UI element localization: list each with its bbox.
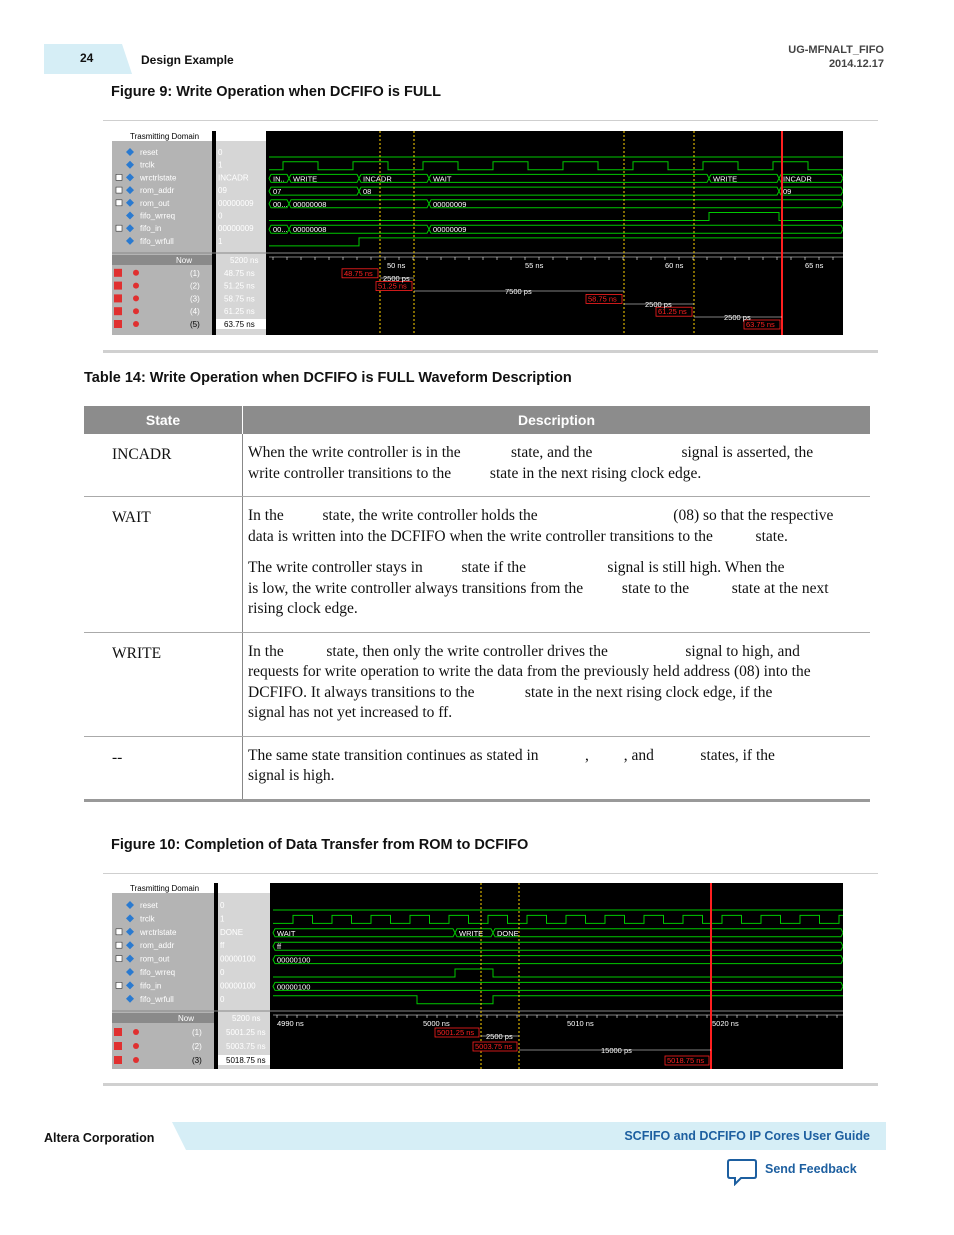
cursor-time: 48.75 ns <box>224 268 255 278</box>
bus-label: WAIT <box>277 928 296 938</box>
timeline-label: 60 ns <box>665 261 684 270</box>
cursor-id: (2) <box>192 1042 202 1051</box>
description-cell <box>243 736 871 800</box>
bus-label: 00... <box>273 199 288 209</box>
signal-value: ff <box>220 941 225 951</box>
cursor-time-tag: 63.75 ns <box>746 320 775 329</box>
table-header-row <box>84 406 870 434</box>
signal-name: trclk <box>140 914 155 924</box>
cursor-time-tag: 5018.75 ns <box>667 1056 705 1065</box>
signal-name: reset <box>140 148 158 157</box>
expand-icon <box>116 982 122 988</box>
expand-icon <box>116 225 122 231</box>
doc-date: 2014.12.17 <box>828 58 884 70</box>
cursor-icon <box>133 283 139 289</box>
bus-label: IN.. <box>273 174 285 184</box>
signal-name: rom_addr <box>140 186 175 196</box>
description-cell <box>243 497 871 633</box>
figure10-waveform <box>112 883 843 1069</box>
lock-icon <box>114 294 122 302</box>
cursor-now-label: Now <box>178 1014 195 1023</box>
bus-label: 00000008 <box>293 199 327 209</box>
bus-label: 00000009 <box>433 199 467 209</box>
cursor-time-tag: 5003.75 ns <box>475 1042 513 1051</box>
signal-name: fifo_wrfull <box>140 994 174 1004</box>
expand-icon <box>116 929 122 935</box>
figure10-waveform-svg <box>112 883 843 1069</box>
state-cell: WRITE <box>84 632 243 736</box>
signal-name: wrctrlstate <box>140 173 177 183</box>
expand-icon <box>116 956 122 962</box>
signal-name: fifo_wrreq <box>140 211 176 221</box>
table-row <box>84 497 870 633</box>
state-cell: WAIT <box>84 497 243 633</box>
doc-info <box>788 43 884 71</box>
signal-value: 00000100 <box>220 981 256 991</box>
lock-icon <box>114 1028 122 1036</box>
lock-icon <box>114 269 122 277</box>
lock-icon <box>114 320 122 328</box>
cursor-time: 5001.25 ns <box>226 1028 266 1037</box>
cursor-time: 5003.75 ns <box>226 1042 266 1051</box>
delta-label: 2500 ps <box>486 1032 513 1041</box>
cursor-time: 51.25 ns <box>224 281 255 291</box>
bus-segment <box>429 174 709 182</box>
clock-trace <box>273 915 843 923</box>
delta-label: 15000 ps <box>601 1046 632 1055</box>
timeline-label: 5000 ns <box>423 1019 450 1028</box>
lock-icon <box>114 1056 122 1064</box>
signal-name: reset <box>140 901 158 910</box>
footer-guide-title[interactable]: SCFIFO and DCFIFO IP Cores User Guide <box>624 1129 870 1143</box>
page-number: 24 <box>80 51 94 65</box>
signal-name: trclk <box>140 160 155 170</box>
bus-label: 00000100 <box>277 982 311 992</box>
signal-name: fifo_in <box>140 981 162 991</box>
expand-icon <box>116 942 122 948</box>
state-cell: -- <box>84 736 243 800</box>
section-title: Design Example <box>141 53 234 67</box>
cursor-time: 61.25 ns <box>224 307 255 317</box>
lock-icon <box>114 282 122 290</box>
fifo-wrfull-trace <box>269 238 843 246</box>
bus-label: WRITE <box>459 928 484 938</box>
bus-segment <box>359 187 779 195</box>
bus-label: 07 <box>273 187 282 197</box>
bus-segment <box>429 225 843 233</box>
expand-icon <box>116 200 122 206</box>
bus-label: DONE <box>497 928 519 938</box>
signal-value: 1 <box>218 236 223 246</box>
table14-caption: Table 14: Write Operation when DCFIFO is FULL Waveform Description <box>84 370 572 386</box>
signal-value: 1 <box>220 914 225 924</box>
signal-value: 0 <box>220 901 225 910</box>
signal-value: 0 <box>220 994 225 1004</box>
value-title-bar <box>216 131 266 141</box>
bus-label: 09 <box>783 187 792 197</box>
cursor-id: (3) <box>192 1056 202 1065</box>
signal-value: 1 <box>218 160 223 170</box>
cursor-time-tag: 51.25 ns <box>378 281 407 291</box>
cursor-now-value: 5200 ns <box>230 256 259 265</box>
signal-value: 0 <box>218 211 223 221</box>
cursor-time: 58.75 ns <box>224 294 255 304</box>
cursor-header-bar <box>112 1013 214 1023</box>
signal-name: fifo_wrfull <box>140 236 174 246</box>
description-cell <box>243 434 871 497</box>
figure9-caption: Figure 9: Write Operation when DCFIFO is FULL <box>111 84 442 100</box>
signal-value: 09 <box>218 186 227 196</box>
bus-label: WAIT <box>433 174 452 184</box>
bus-segment <box>493 929 843 937</box>
cursor-icon <box>133 1043 139 1049</box>
timeline-label: 65 ns <box>805 261 824 270</box>
bus-label: 00... <box>273 225 288 235</box>
clock-trace <box>269 162 843 170</box>
cursor-id: (4) <box>190 307 200 317</box>
signal-value: 0 <box>218 148 223 157</box>
delta-label: 2500 ps <box>724 313 751 322</box>
panel-title: Trasmitting Domain <box>130 132 200 141</box>
doc-id: UG-MFNALT_FIFO <box>788 44 884 56</box>
signal-value: INCADR <box>218 173 249 183</box>
cursor-time: 5018.75 ns <box>226 1056 266 1065</box>
cursor-id: (1) <box>190 268 200 278</box>
lock-icon <box>114 307 122 315</box>
figure10-bottom-rule <box>103 1083 878 1086</box>
signal-name: rom_out <box>140 198 170 208</box>
timeline-label: 5010 ns <box>567 1019 594 1028</box>
signal-value: 00000009 <box>218 198 254 208</box>
cursor-icon <box>133 295 139 301</box>
table-row <box>84 434 870 497</box>
timeline-label: 50 ns <box>387 261 406 270</box>
cursor-now-label: Now <box>176 256 193 265</box>
description-text: The same state transition continues as stated in , , and states, if the signal is high. <box>248 746 845 784</box>
bus-segment <box>273 942 843 950</box>
footer-company: Altera Corporation <box>44 1131 155 1145</box>
description-text: In the state, the write controller holds the (08) so that the respective data is written into the DCFIFO when the write controller transitions to the state. <box>248 507 838 545</box>
bus-label: 00000009 <box>433 225 467 235</box>
figure9-bottom-rule <box>103 350 878 353</box>
bus-segment <box>273 956 843 964</box>
cursor-now-value: 5200 ns <box>232 1014 261 1023</box>
cursor-icon <box>133 308 139 314</box>
cursor-time-tag: 61.25 ns <box>658 307 687 317</box>
bus-label: INCADR <box>363 174 392 184</box>
fifo-wrfull-trace <box>273 996 843 1004</box>
signal-value: DONE <box>220 927 244 937</box>
cursor-id: (1) <box>192 1028 202 1037</box>
signal-name: rom_out <box>140 954 170 964</box>
cursor-time-tag: 5001.25 ns <box>437 1028 475 1037</box>
fifo-wrreq-trace <box>269 213 843 221</box>
cursor-icon <box>133 270 139 276</box>
panel-title: Trasmitting Domain <box>130 884 200 893</box>
timeline-label: 55 ns <box>525 261 544 270</box>
bus-label: 08 <box>363 187 372 197</box>
send-feedback-link[interactable]: Send Feedback <box>765 1162 857 1176</box>
bus-segment <box>269 187 359 195</box>
cursor-header-bar <box>112 255 212 265</box>
description-text: The write controller stays in state if the signal is still high. When the is low, the write controller always transitions from the state to the state at the next rising clock edge. <box>248 559 863 617</box>
delta-label: 2500 ps <box>383 274 410 283</box>
signal-name: fifo_in <box>140 224 162 234</box>
bus-label: INCADR <box>783 174 812 184</box>
timeline-label: 4990 ns <box>277 1019 304 1028</box>
signal-value: 00000100 <box>220 954 256 964</box>
signal-name: wrctrlstate <box>140 927 177 937</box>
signal-name-panel <box>112 131 212 335</box>
table-row <box>84 736 870 800</box>
state-header: State <box>84 406 243 434</box>
feedback-icon[interactable] <box>727 1158 757 1191</box>
bus-label: 00000008 <box>293 225 327 235</box>
figure9-waveform <box>112 131 843 335</box>
bus-segment <box>273 982 843 990</box>
expand-icon <box>116 187 122 193</box>
expand-icon <box>116 174 122 180</box>
cursor-id: (3) <box>190 294 200 304</box>
description-text: In the state, then only the write controller drives the signal to high, and requests for write operation to write the data from the previously held address (08) into the DCFIFO. It always transitions to the state in the next rising clock edge, if the signal has not yet increased to ff. <box>248 642 843 721</box>
description-header: Description <box>243 406 871 434</box>
bus-label: WRITE <box>713 174 738 184</box>
description-text: When the write controller is in the state, and the signal is asserted, the write controller transitions to the state in the next rising clock edge. <box>248 444 818 482</box>
lock-icon <box>114 1042 122 1050</box>
signal-name: fifo_wrreq <box>140 968 176 977</box>
value-title-bar <box>218 883 270 893</box>
table14 <box>84 406 870 802</box>
figure10-top-rule <box>103 873 878 874</box>
delta-label: 7500 ps <box>505 287 532 296</box>
cursor-icon <box>133 1057 139 1063</box>
fifo-wrreq-trace <box>273 969 843 977</box>
bus-segment <box>429 200 843 208</box>
cursor-icon <box>133 1029 139 1035</box>
signal-value: 0 <box>220 968 225 977</box>
cursor-id: (2) <box>190 281 200 291</box>
bus-label: WRITE <box>293 174 318 184</box>
description-cell <box>243 632 871 736</box>
delta-label: 2500 ps <box>645 300 672 309</box>
cursor-icon <box>133 321 139 327</box>
table-row <box>84 632 870 736</box>
signal-value: 00000009 <box>218 224 254 234</box>
bus-label: 00000100 <box>277 955 311 965</box>
figure10-caption: Figure 10: Completion of Data Transfer from ROM to DCFIFO <box>111 837 529 853</box>
state-cell: INCADR <box>84 434 243 497</box>
figure9-top-rule <box>103 120 878 121</box>
figure9-waveform-svg <box>112 131 843 335</box>
cursor-id: (5) <box>190 320 200 329</box>
cursor-time-tag: 58.75 ns <box>588 294 617 304</box>
cursor-time: 63.75 ns <box>224 320 255 329</box>
bus-segment <box>273 929 455 937</box>
cursor-time-tag: 48.75 ns <box>344 268 373 278</box>
timeline-label: 5020 ns <box>712 1019 739 1028</box>
signal-name: rom_addr <box>140 941 175 951</box>
bus-label: ff <box>277 942 282 952</box>
